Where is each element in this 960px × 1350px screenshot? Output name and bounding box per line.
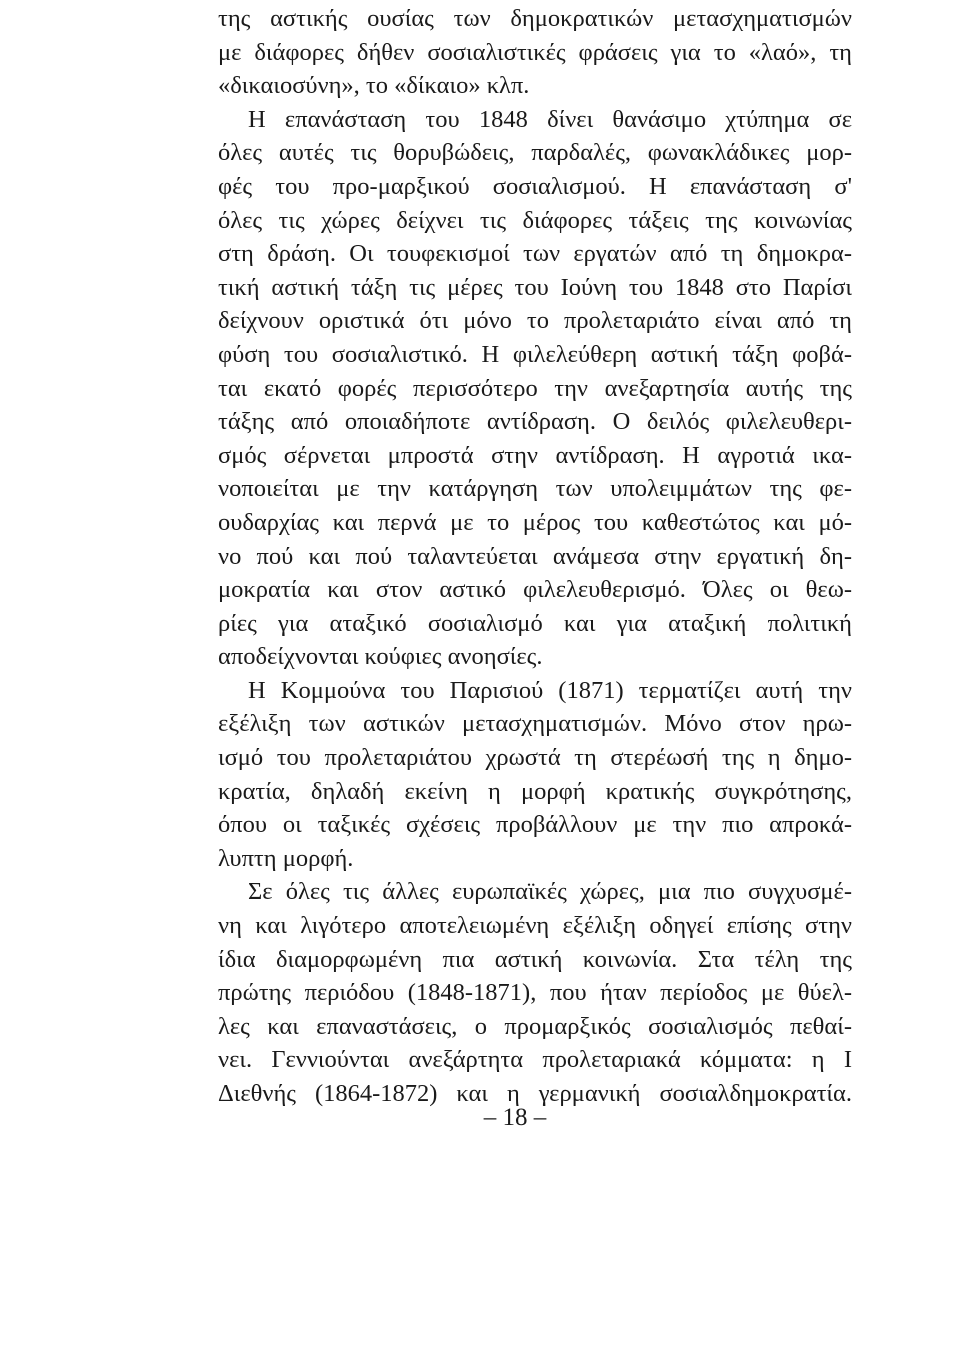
text-line: τάξης από οποιαδήποτε αντίδραση. Ο δειλός φιλελευθερι- — [218, 408, 852, 436]
text-line: όπου οι ταξικές σχέσεις προβάλλουν με την πιο απροκά- — [218, 811, 852, 839]
text-line: ρίες για αταξικό σοσιαλισμό και για αταξική πολιτική — [218, 609, 852, 637]
text-line: της αστικής ουσίας των δημοκρατικών μετασχηματισμών — [218, 5, 852, 32]
text-line: με διάφορες δήθεν σοσιαλιστικές φράσεις για το «λαό», τη — [218, 38, 852, 66]
text-line: λυπτη μορφή. — [218, 844, 354, 872]
text-line: όλες αυτές τις θορυβώδεις, παρδαλές, φωνακλάδικες μορ- — [218, 139, 852, 167]
text-line: ισμό του προλεταριάτου χρωστά τη στερέωσή της η δημο- — [218, 744, 852, 772]
text-line: φές του προ-μαρξικού σοσιαλισμού. Η επανάσταση σ' — [218, 172, 852, 200]
text-line: αποδείχνονται κούφιες ανοησίες. — [218, 643, 543, 671]
text-line: νη και λιγότερο αποτελειωμένη εξέλιξη οδηγεί επίσης στην — [218, 912, 852, 940]
text-line: νο πού και πού ταλαντεύεται ανάμεσα στην εργατική δη- — [218, 542, 852, 570]
body-text — [218, 2, 852, 1111]
text-line: τική αστική τάξη τις μέρες του Ιούνη του 1848 στο Παρίσι — [218, 273, 852, 301]
text-line: πρώτης περιόδου (1848-1871), που ήταν περίοδος με θύελ- — [218, 979, 852, 1007]
page-number-label: – 18 – — [483, 1104, 547, 1131]
text-line: λες και επαναστάσεις, ο προμαρξικός σοσιαλισμός πεθαί- — [218, 1012, 852, 1040]
text-line: «δικαιοσύνη», το «δίκαιο» κλπ. — [218, 72, 530, 100]
text-line: ουδαρχίας και περνά με το μέρος του καθεστώτος και μό- — [218, 508, 852, 536]
text-line: σμός σέρνεται μπροστά στην αντίδραση. Η αγροτιά ικα- — [218, 441, 852, 469]
text-line: στη δράση. Οι τουφεκισμοί των εργατών από τη δημοκρα- — [218, 240, 852, 268]
text-line: ται εκατό φορές περισσότερο την ανεξαρτησία αυτής της — [218, 374, 852, 402]
text-line: νοποιείται με την κατάργηση των υπολειμμάτων της φε- — [218, 475, 852, 503]
text-line: φύση του σοσιαλιστικό. Η φιλελεύθερη αστική τάξη φοβά- — [218, 340, 852, 368]
text-line: ίδια διαμορφωμένη πια αστική κοινωνία. Στα τέλη της — [218, 945, 852, 973]
text-line: εξέλιξη των αστικών μετασχηματισμών. Μόνο στον ηρω- — [218, 710, 852, 738]
text-line: δείχνουν οριστικά ότι μόνο το προλεταριάτο είναι από τη — [218, 307, 852, 335]
page-number — [0, 1104, 960, 1132]
text-line: Σε όλες τις άλλες ευρωπαϊκές χώρες, μια πιο συγχυσμέ- — [248, 878, 852, 906]
text-line: Διεθνής (1864-1872) και η γερμανική σοσιαλδημοκρατία. — [218, 1080, 852, 1107]
text-line: όλες τις χώρες δείχνει τις διάφορες τάξεις της κοινωνίας — [218, 206, 852, 234]
text-line: κρατία, δηλαδή εκείνη η μορφή κρατικής συγκρότησης, — [218, 777, 852, 805]
text-line: Η επανάσταση του 1848 δίνει θανάσιμο χτύπημα σε — [248, 105, 852, 133]
text-line: νει. Γεννιούνται ανεξάρτητα προλεταριακά κόμματα: η Ι — [218, 1046, 852, 1074]
text-line: Η Κομμούνα του Παρισιού (1871) τερματίζει αυτή την — [248, 676, 852, 704]
text-line: μοκρατία και στον αστικό φιλελευθερισμό. Όλες οι θεω- — [218, 576, 852, 604]
